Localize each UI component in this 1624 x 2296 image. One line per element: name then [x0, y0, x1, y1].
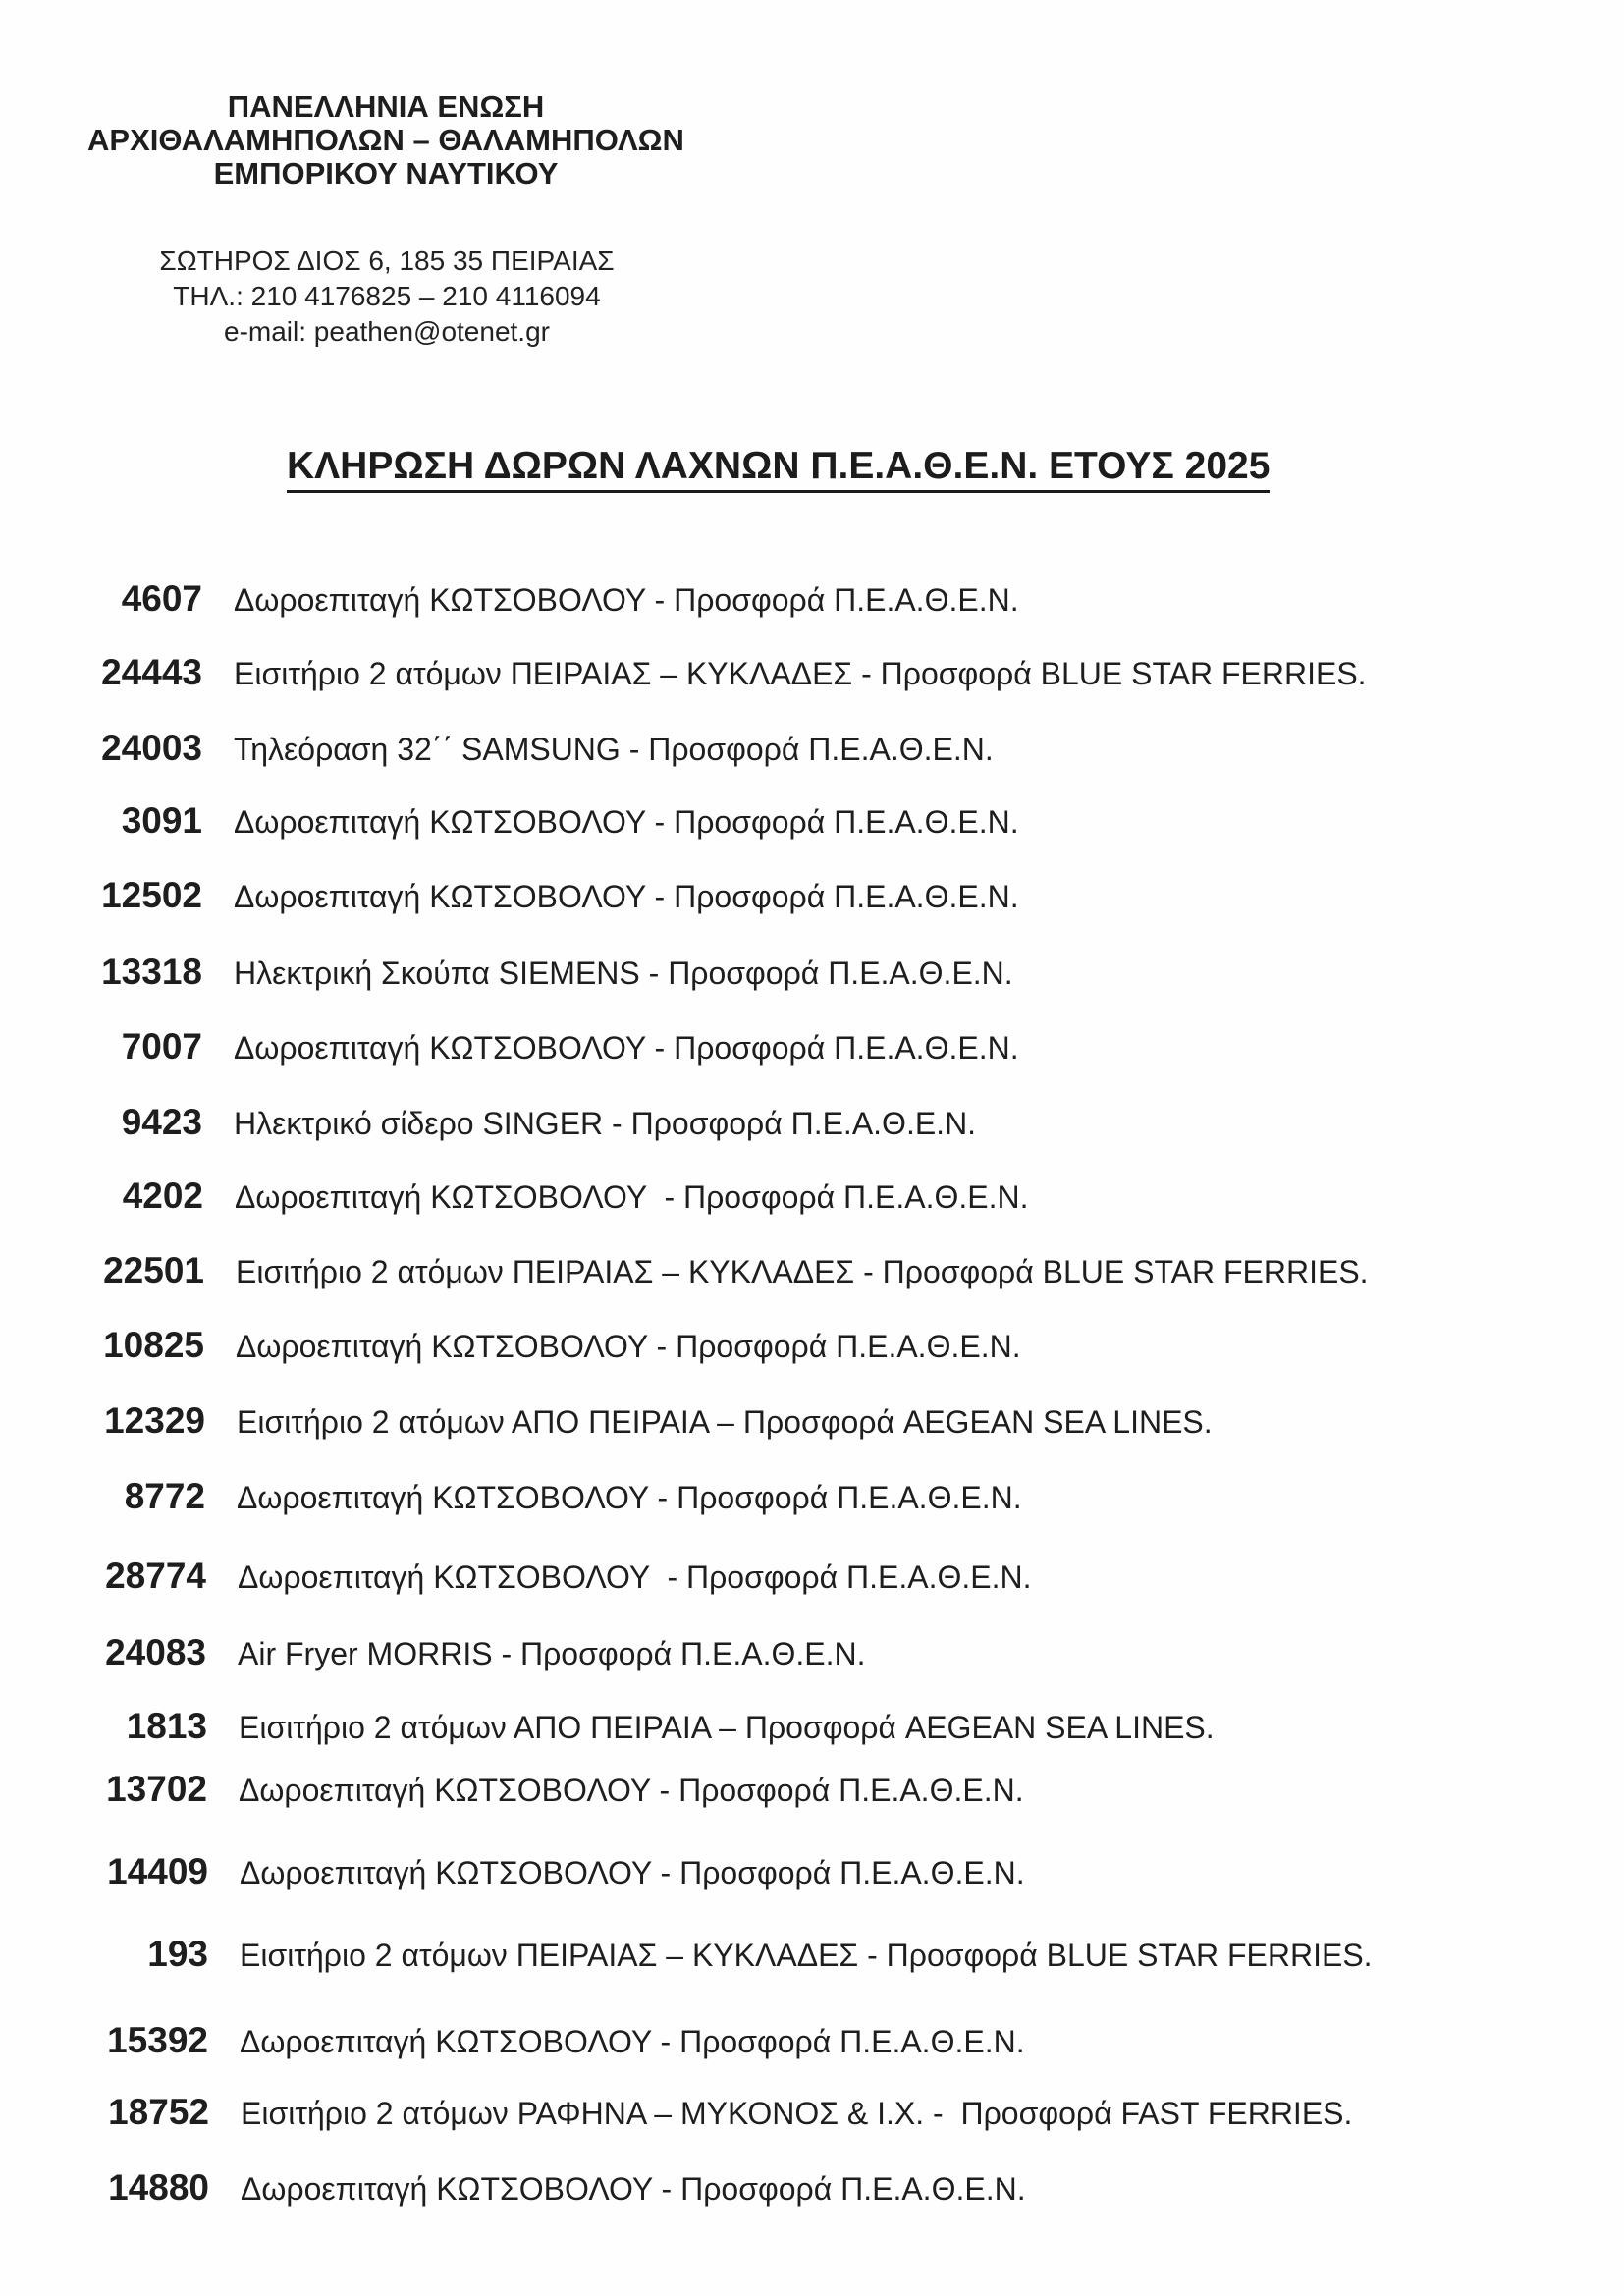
org-name-line-2: ΑΡΧΙΘΑΛΑΜΗΠΟΛΩΝ – ΘΑΛΑΜΗΠΟΛΩΝ	[87, 123, 684, 157]
prize-description: Ηλεκτρικό σίδερο SINGER - Προσφορά Π.Ε.Α.Θ.Ε.Ν.	[234, 1106, 977, 1141]
prize-description: Εισιτήριο 2 ατόμων ΡΑΦΗΝΑ – ΜΥΚΟΝΟΣ & Ι.Χ. - Προσφορά FAST FERRIES.	[241, 2096, 1353, 2131]
prize-row	[81, 1249, 1504, 1292]
prize-row	[79, 577, 1502, 621]
ticket-number: 13702	[106, 1769, 207, 1809]
ticket-number: 4202	[122, 1175, 203, 1216]
prize-description: Εισιτήριο 2 ατόμων ΑΠΟ ΠΕΙΡΑΙΑ – Προσφορά AEGEAN SEA LINES.	[239, 1710, 1215, 1745]
prize-row	[81, 1324, 1504, 1367]
org-name-line-3: ΕΜΠΟΡΙΚΟΥ ΝΑΥΤΙΚΟΥ	[213, 156, 559, 191]
ticket-number: 193	[147, 1934, 208, 1974]
ticket-number: 14409	[107, 1851, 208, 1891]
prize-description: Δωροεπιταγή ΚΩΤΣΟΒΟΛΟΥ - Προσφορά Π.Ε.Α.Θ.Ε.Ν.	[237, 1480, 1022, 1515]
prize-row	[82, 1631, 1506, 1674]
prize-row	[83, 1705, 1507, 1748]
prize-description: Δωροεπιταγή ΚΩΤΣΟΒΟΛΟΥ - Προσφορά Π.Ε.Α.Θ.Ε.Ν.	[234, 1030, 1019, 1066]
prize-row	[81, 1399, 1505, 1443]
prize-description: Δωροεπιταγή ΚΩΤΣΟΒΟΛΟΥ - Προσφορά Π.Ε.Α.Θ.Ε.Ν.	[240, 1855, 1025, 1890]
prize-row	[79, 727, 1502, 770]
prize-description: Εισιτήριο 2 ατόμων ΠΕΙΡΑΙΑΣ – ΚΥΚΛΑΔΕΣ - Προσφορά BLUE STAR FERRIES.	[236, 1254, 1369, 1289]
ticket-number: 24443	[101, 652, 202, 692]
prize-row	[80, 1175, 1503, 1218]
ticket-number: 14880	[108, 2167, 209, 2208]
ticket-number: 4607	[121, 578, 202, 619]
org-name-line-1: ΠΑΝΕΛΛΗΝΙΑ ΕΝΩΣΗ	[227, 89, 545, 124]
prize-description: Δωροεπιταγή ΚΩΤΣΟΒΟΛΟΥ - Προσφορά Π.Ε.Α.Θ.Ε.Ν.	[236, 1329, 1021, 1364]
prize-description: Δωροεπιταγή ΚΩΤΣΟΒΟΛΟΥ - Προσφορά Π.Ε.Α.Θ.Ε.Ν.	[234, 582, 1019, 618]
prize-description: Τηλεόραση 32΄΄ SAMSUNG - Προσφορά Π.Ε.Α.Θ.Ε.Ν.	[234, 732, 994, 767]
prize-row	[84, 1850, 1508, 1893]
ticket-number: 24003	[101, 728, 202, 768]
prize-row	[85, 2091, 1509, 2134]
prize-description: Δωροεπιταγή ΚΩΤΣΟΒΟΛΟΥ - Προσφορά Π.Ε.Α.Θ.Ε.Ν.	[239, 1773, 1024, 1808]
prize-description: Δωροεπιταγή ΚΩΤΣΟΒΟΛΟΥ - Προσφορά Π.Ε.Α.Θ.Ε.Ν.	[238, 1559, 1032, 1595]
prize-description: Εισιτήριο 2 ατόμων ΑΠΟ ΠΕΙΡΑΙΑ – Προσφορά AEGEAN SEA LINES.	[237, 1404, 1213, 1440]
prize-row	[84, 1933, 1508, 1976]
prize-row	[85, 2166, 1509, 2210]
ticket-number: 9423	[121, 1102, 202, 1142]
prize-row	[82, 1555, 1506, 1598]
ticket-number: 12329	[104, 1400, 205, 1441]
ticket-number: 3091	[121, 800, 202, 841]
prize-description: Δωροεπιταγή ΚΩΤΣΟΒΟΛΟΥ - Προσφορά Π.Ε.Α.Θ.Ε.Ν.	[234, 804, 1019, 840]
prize-description: Δωροεπιταγή ΚΩΤΣΟΒΟΛΟΥ - Προσφορά Π.Ε.Α.Θ.Ε.Ν.	[235, 1179, 1029, 1215]
prize-description: Δωροεπιταγή ΚΩΤΣΟΒΟΛΟΥ - Προσφορά Π.Ε.Α.Θ.Ε.Ν.	[240, 2024, 1025, 2059]
prize-description: Δωροεπιταγή ΚΩΤΣΟΒΟΛΟΥ - Προσφορά Π.Ε.Α.Θ.Ε.Ν.	[234, 879, 1019, 914]
prize-row	[81, 1475, 1505, 1518]
ticket-number: 18752	[108, 2092, 209, 2132]
prize-description: Εισιτήριο 2 ατόμων ΠΕΙΡΑΙΑΣ – ΚΥΚΛΑΔΕΣ - Προσφορά BLUE STAR FERRIES.	[240, 1938, 1373, 1973]
ticket-number: 10825	[103, 1325, 204, 1365]
email: e-mail: peathen@otenet.gr	[224, 316, 550, 347]
ticket-number: 24083	[105, 1632, 206, 1672]
ticket-number: 12502	[101, 875, 202, 915]
prize-row	[83, 1768, 1507, 1811]
phone: ΤΗΛ.: 210 4176825 – 210 4116094	[173, 281, 601, 311]
ticket-number: 15392	[107, 2020, 208, 2060]
ticket-number: 28774	[105, 1556, 206, 1596]
ticket-number: 22501	[103, 1250, 204, 1290]
prize-row	[79, 951, 1502, 994]
prize-row	[79, 874, 1502, 917]
prize-description: Εισιτήριο 2 ατόμων ΠΕΙΡΑΙΑΣ – ΚΥΚΛΑΔΕΣ - Προσφορά BLUE STAR FERRIES.	[234, 656, 1367, 691]
address: ΣΩΤΗΡΟΣ ΔΙΟΣ 6, 185 35 ΠΕΙΡΑΙΑΣ	[159, 246, 615, 276]
prize-row	[84, 2019, 1508, 2062]
prize-description: Air Fryer MORRIS - Προσφορά Π.Ε.Α.Θ.Ε.Ν.	[238, 1636, 866, 1671]
page-title-text: ΚΛΗΡΩΣΗ ΔΩΡΩΝ ΛΑΧΝΩΝ Π.Ε.Α.Θ.Ε.Ν. ΕΤΟΥΣ 2025	[287, 444, 1270, 493]
prize-description: Δωροεπιταγή ΚΩΤΣΟΒΟΛΟΥ - Προσφορά Π.Ε.Α.Θ.Ε.Ν.	[241, 2171, 1026, 2207]
prize-row	[79, 651, 1502, 694]
prize-row	[79, 1025, 1502, 1068]
ticket-number: 8772	[124, 1476, 205, 1516]
prize-row	[79, 1101, 1502, 1144]
ticket-number: 1813	[126, 1706, 207, 1746]
prize-row	[79, 799, 1502, 843]
prize-description: Ηλεκτρική Σκούπα SIEMENS - Προσφορά Π.Ε.Α.Θ.Ε.Ν.	[234, 956, 1013, 991]
ticket-number: 7007	[121, 1026, 202, 1066]
ticket-number: 13318	[101, 952, 202, 992]
